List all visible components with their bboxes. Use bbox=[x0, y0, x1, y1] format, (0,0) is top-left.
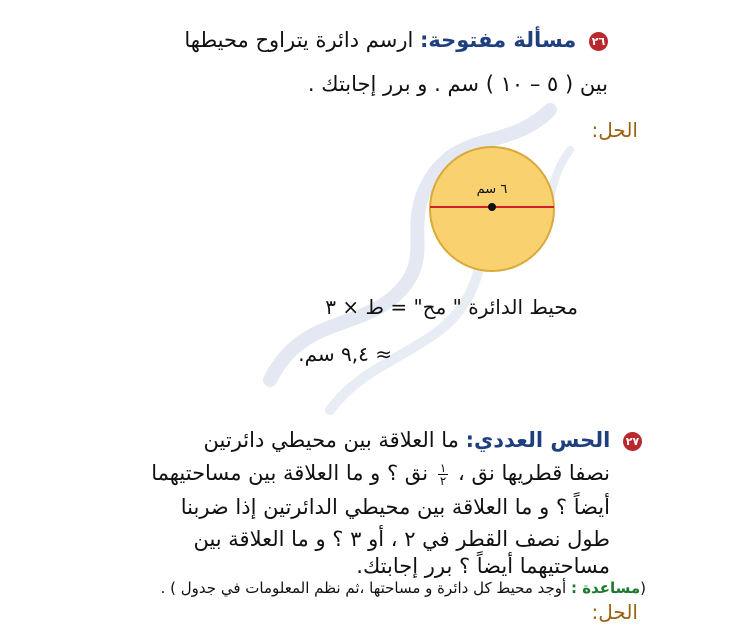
approximate-result: ≈ ٩,٤ سم. bbox=[298, 342, 392, 366]
fraction-half bbox=[438, 462, 448, 487]
question-27-line-5: مساحتيهما أيضاً ؟ برر إجابتك. bbox=[356, 554, 610, 578]
question-27-line-2 bbox=[151, 461, 610, 487]
help-text: أوجد محيط كل دائرة و مساحتها ،ثم نظم المعلومات في جدول ) . bbox=[160, 579, 567, 597]
solution-label: الحل: bbox=[591, 600, 638, 624]
circle-center-point bbox=[488, 203, 496, 211]
question-text: نق ؟ و ما العلاقة بين مساحتيهما bbox=[151, 461, 429, 485]
question-text: نصفا قطريها نق ، bbox=[457, 461, 610, 485]
question-26-line-2: بين ( ٥ – ١٠ ) سم . و برر إجابتك . bbox=[307, 72, 608, 96]
question-27-line-1 bbox=[204, 428, 642, 452]
question-27-line-4: طول نصف القطر في ٢ ، أو ٣ ؟ و ما العلاقة بين bbox=[193, 527, 610, 551]
radius-label: ٦ سم bbox=[476, 182, 508, 197]
fraction-denominator: ٢ bbox=[439, 473, 447, 488]
help-paren: ( bbox=[640, 579, 646, 597]
circumference-formula: محيط الدائرة " مح" = ط × ٣ bbox=[325, 295, 578, 319]
fraction-numerator: ١ bbox=[439, 460, 447, 475]
question-27-line-3: أيضاً ؟ و ما العلاقة بين محيطي الدائرتين إذا ضربنا bbox=[180, 495, 610, 519]
question-number-badge: ٢٧ bbox=[623, 432, 642, 451]
question-title: الحس العددي: bbox=[465, 428, 611, 452]
circle-figure bbox=[425, 142, 559, 276]
question-text: ارسم دائرة يتراوح محيطها bbox=[184, 28, 414, 52]
question-title: مسألة مفتوحة: bbox=[420, 28, 577, 52]
question-text: ما العلاقة بين محيطي دائرتين bbox=[203, 428, 459, 452]
question-number-badge: ٢٦ bbox=[589, 32, 608, 51]
question-26-line-1 bbox=[184, 28, 608, 52]
solution-label: الحل: bbox=[591, 118, 638, 142]
help-label: مساعدة : bbox=[570, 579, 641, 597]
help-hint bbox=[161, 579, 646, 597]
